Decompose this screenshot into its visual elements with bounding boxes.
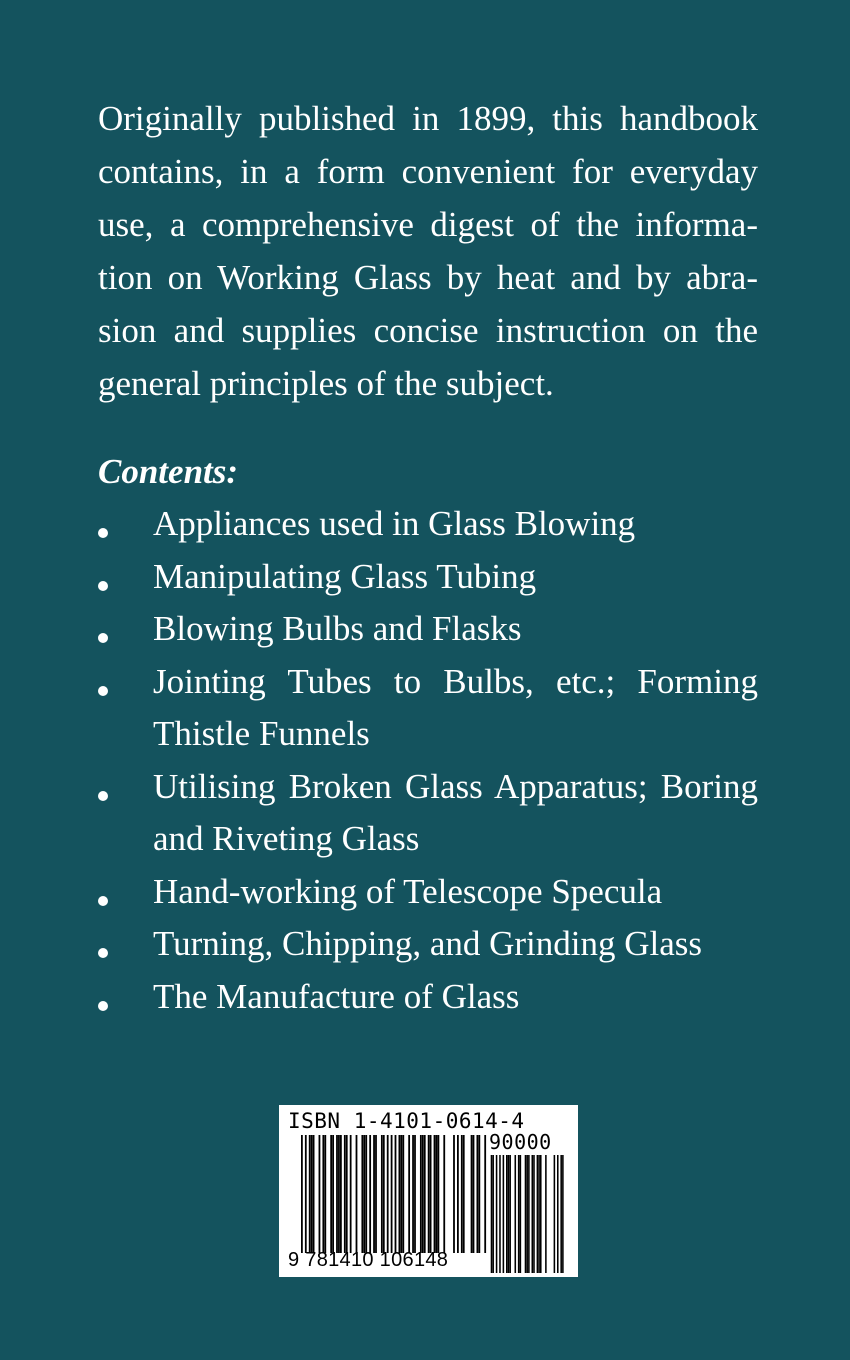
barcode-bar <box>540 1155 542 1273</box>
barcode-bar <box>356 1135 358 1253</box>
list-item <box>98 866 758 919</box>
barcode-bar <box>562 1155 564 1273</box>
list-item-text: Turning, Chipping, and Grinding Glass <box>153 924 703 963</box>
contents-list <box>98 498 758 1023</box>
barcode-bar <box>391 1135 393 1253</box>
barcode-bar <box>443 1135 445 1253</box>
ean-barcode-bars <box>301 1135 486 1253</box>
bullet-icon <box>98 896 108 906</box>
barcode-bar <box>350 1135 352 1253</box>
barcode-bar <box>463 1135 465 1253</box>
bullet-icon <box>98 633 108 643</box>
barcode-bar <box>375 1135 377 1253</box>
barcode-box <box>279 1105 578 1277</box>
list-item <box>98 918 758 971</box>
description-paragraph: Originally published in 1899, this handbook contains, in a form convenient for everyday use, a comprehensive digest of the informa-tion on Working Glass by heat and by abra-sion and supplies concise instruction on the general principles of the subject. <box>98 99 758 403</box>
barcode-bar <box>457 1135 459 1253</box>
barcode-bar <box>538 1155 540 1273</box>
addon-barcode-bars <box>491 1155 564 1273</box>
barcode-bar <box>515 1155 517 1273</box>
barcode-bar <box>319 1135 321 1253</box>
barcode-bar <box>499 1155 501 1273</box>
list-item-text: The Manufacture of Glass <box>153 976 520 1016</box>
barcode-bar <box>453 1135 455 1253</box>
barcode-bar <box>381 1135 383 1253</box>
ean-digits: 9 781410 106148 <box>288 1249 449 1271</box>
barcode-bar <box>533 1155 535 1273</box>
bullet-icon <box>98 1001 108 1011</box>
bullet-icon <box>98 528 108 538</box>
barcode-bar <box>492 1155 494 1273</box>
barcode-bar <box>395 1135 397 1253</box>
list-item-text: Manipulating Glass Tubing <box>153 556 537 596</box>
barcode-bar <box>438 1135 440 1253</box>
contents-heading: Contents: <box>98 452 239 491</box>
barcode-bar <box>506 1155 508 1273</box>
barcode-bar <box>428 1135 430 1253</box>
barcode-bar <box>387 1135 389 1253</box>
barcode-bar <box>491 1155 493 1273</box>
barcode-bar <box>338 1135 340 1253</box>
list-item <box>98 656 758 761</box>
barcode-bar <box>340 1135 342 1253</box>
barcode-bar <box>373 1135 375 1253</box>
barcode-bar <box>332 1135 334 1253</box>
barcode-bar <box>477 1135 479 1253</box>
barcode-bar <box>545 1155 547 1273</box>
barcode-bar <box>324 1135 326 1253</box>
barcode-bar <box>422 1135 424 1253</box>
barcode-bar <box>305 1135 307 1253</box>
barcode-bar <box>430 1135 432 1253</box>
list-item <box>98 761 758 866</box>
bullet-icon <box>98 581 108 591</box>
barcode-bar <box>557 1155 559 1273</box>
list-item-text: Hand-working of Telescope Specula <box>153 871 663 911</box>
bullet-icon <box>98 948 108 958</box>
barcode-bar <box>311 1135 313 1253</box>
barcode-bar <box>424 1135 426 1253</box>
barcode-bar <box>361 1135 363 1253</box>
barcode-bar <box>478 1135 480 1253</box>
barcode-bar <box>520 1155 522 1273</box>
barcode-bar <box>399 1135 401 1253</box>
barcode-bar <box>532 1155 534 1273</box>
barcode-bar <box>496 1155 498 1273</box>
list-item <box>98 971 758 1024</box>
barcode-bar <box>412 1135 414 1253</box>
barcode-bar <box>336 1135 338 1253</box>
list-item-text: Jointing Tubes to Bulbs, etc.; Forming Thistle Funnels <box>153 661 758 753</box>
barcode-bar <box>434 1135 436 1253</box>
barcode-bar <box>528 1155 530 1273</box>
barcode-bar <box>383 1135 385 1253</box>
barcode-bar <box>402 1135 404 1253</box>
barcode-bar <box>365 1135 367 1253</box>
list-item-text: Utilising Broken Glass Apparatus; Boring and Riveting Glass <box>153 766 758 858</box>
barcode-bar <box>414 1135 416 1253</box>
barcode-bar <box>301 1135 303 1253</box>
barcode-bar <box>560 1155 562 1273</box>
barcode-bar <box>518 1155 520 1273</box>
list-item <box>98 603 758 656</box>
barcode-bar <box>473 1135 475 1253</box>
barcode-bar <box>369 1135 371 1253</box>
addon-label: 90000 <box>489 1130 552 1154</box>
barcode-bar <box>309 1135 311 1253</box>
barcode-bar <box>313 1135 315 1253</box>
barcode-bar <box>330 1135 332 1253</box>
barcode-bar <box>322 1135 324 1253</box>
bullet-icon <box>98 686 108 696</box>
barcode-bar <box>526 1155 528 1273</box>
barcode-bar <box>509 1155 511 1273</box>
barcode-bar <box>508 1155 510 1273</box>
barcode-bar <box>525 1155 527 1273</box>
barcode-bar <box>400 1135 402 1253</box>
barcode-bar <box>484 1135 486 1253</box>
barcode-bar <box>408 1135 410 1253</box>
barcode-bar <box>471 1135 473 1253</box>
barcode-bar <box>503 1155 505 1273</box>
bullet-icon <box>98 791 108 801</box>
list-item <box>98 498 758 551</box>
barcode-bar <box>461 1135 463 1253</box>
barcode-bar <box>554 1155 556 1273</box>
barcode-bar <box>436 1135 438 1253</box>
barcode-bar <box>537 1155 539 1273</box>
barcode-bar <box>344 1135 346 1253</box>
barcode-bar <box>346 1135 348 1253</box>
list-item <box>98 551 758 604</box>
list-item-text: Appliances used in Glass Blowing <box>153 504 636 543</box>
isbn-label: ISBN 1-4101-0614-4 <box>288 1109 525 1133</box>
list-item-text: Blowing Bulbs and Flasks <box>153 609 522 648</box>
barcode-bar <box>363 1135 365 1253</box>
barcode-bar <box>420 1135 422 1253</box>
